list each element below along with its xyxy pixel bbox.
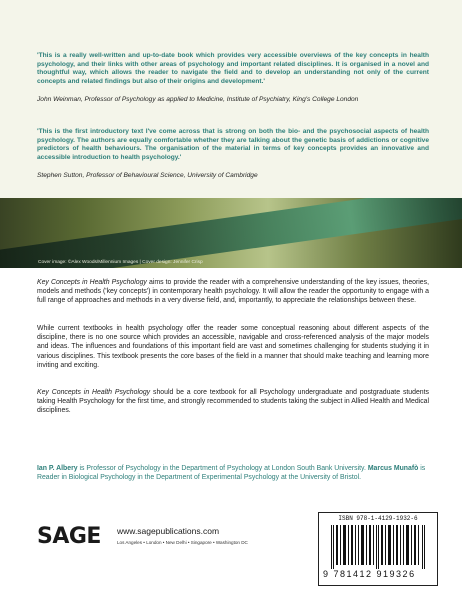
photo-leaf-band [0,198,462,268]
author-bio-1: is Professor of Psychology in the Department of Psychology at London South Bank University. [77,465,368,472]
publisher-cities: Los Angeles • London • New Delhi • Singapore • Washington DC [117,540,248,545]
endorsement-quote-1: 'This is a really well-written and up-to-date book which provides very accessible overviews of the key concepts in health psychology, and their links with other areas of psychology and important related disciplines. It is organised in a novel and thoughtful way, which allows the reader to navigate the field and to develop an understanding not only of the current concepts and related findings but also of their origins and development.' [37,52,429,85]
isbn-text: ISBN 978-1-4129-1932-6 [338,515,418,522]
book-title-italic: Key Concepts in Health Psychology [37,279,147,286]
cover-photo [0,198,462,268]
barcode-number: 9 781412 919326 [323,569,416,579]
description-text-1: aims to provide the reader with a comprehensive understanding of the key issues, theories, models and methods ('key concepts') in contemporary health psychology. It will allow the reader the opportunity to engage with a full range of approaches and methods in a very diverse field, and, importantly, to appreciate the relationships between these. [37,279,429,305]
endorsements-panel [0,0,462,220]
publisher-url: www.sagepublications.com [117,526,220,536]
description-paragraph-3 [37,388,429,416]
sage-logo: SAGE [37,524,101,549]
book-title-italic: Key Concepts in Health Psychology [37,389,151,396]
endorsement-attribution-1: John Weinman, Professor of Psychology as applied to Medicine, Institute of Psychiatry, King's College London [37,96,359,103]
publisher-logo-block [37,524,307,564]
description-paragraph-1 [37,278,429,306]
barcode-icon [331,525,427,569]
description-paragraph-2: While current textbooks in health psychology offer the reader some conceptual reasoning about different aspects of the discipline, there is no one source which provides an accessible, navigable and cross-referenced analysis of the major models and ideas. The influences and foundations of this important field are vast and sometimes challenging for students studying it in various disciplines. This textbook presents the core bases of the field in a manner that should make teaching and learning more inviting and exciting. [37,325,429,369]
author-name-1: Ian P. Albery [37,465,78,472]
photo-credit: Cover image: ©Alex Woods/Millennium Images | Cover design: Jennifer Crisp [38,260,203,265]
author-bios [37,464,429,482]
endorsement-quote-2: 'This is the first introductory text I've come across that is strong on both the bio- and the psychosocial aspects of health psychology. The authors are equally comfortable whether they are talking about the genetic basis of addictions or cognitive predictors of health behaviours. The organisation of the material in terms of key concepts provides an innovative and accessible introduction to health psychology.' [37,128,429,161]
description-text-3: should be a core textbook for all Psychology undergraduate and postgraduate students taking Health Psychology for the first time, and strongly recommended to students taking the subject in Allied Health and Medical disciplines. [37,389,429,415]
author-name-2: Marcus Munafò [367,465,419,472]
endorsement-attribution-2: Stephen Sutton, Professor of Behavioural Science, University of Cambridge [37,172,258,179]
author-bio-2: is Reader in Biological Psychology in the Department of Experimental Psychology at the University of Bristol. [37,465,426,482]
barcode-box [318,512,438,586]
